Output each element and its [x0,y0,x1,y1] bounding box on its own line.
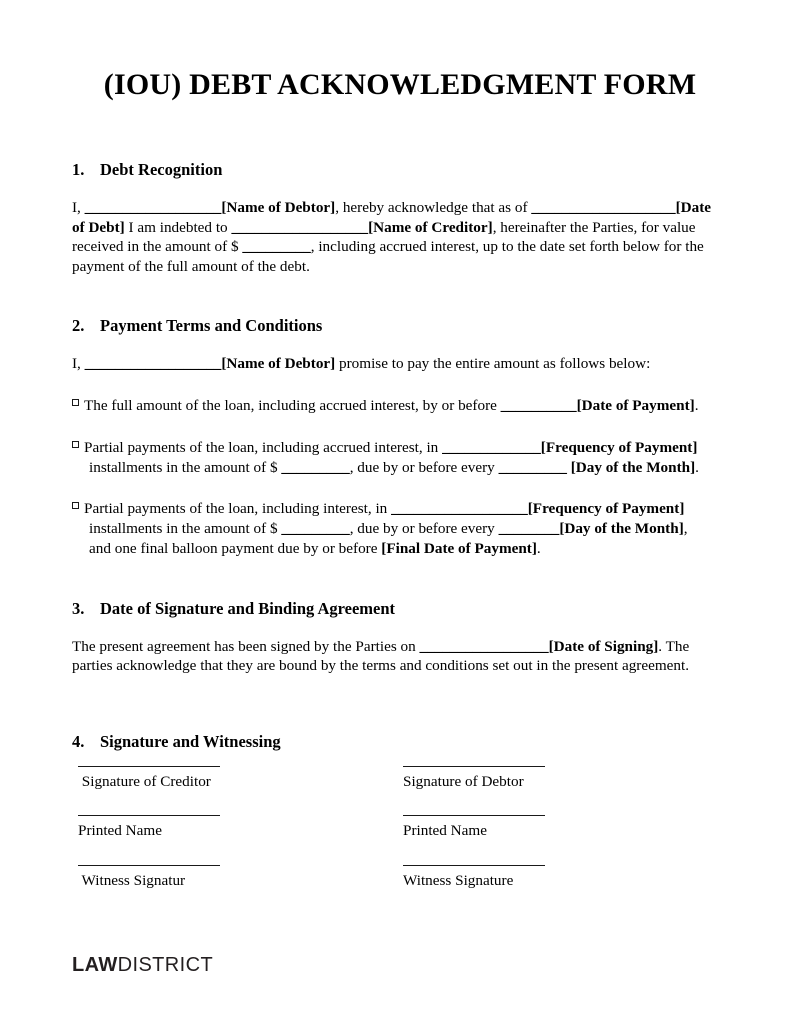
checkbox-unchecked-icon[interactable] [72,399,79,406]
signature-label: Witness Signatur [78,872,186,889]
text-fragment: Partial payments of the loan, including accrued interest, in [84,438,443,456]
text-fragment: , including accrued interest, up to the date set forth below for the payment of the full amount of the debt. [72,238,704,275]
text-fragment: , hereinafter the Parties, for value received in the amount of $ [72,218,696,256]
blank-frequency-of-payment[interactable]: _____________ [442,438,541,456]
text-fragment: Partial payments of the loan, including interest, in [84,500,392,518]
payment-option-1-line-1 [84,396,720,416]
section-heading-2 [72,316,720,336]
placeholder-final-date-of-payment: [Final Date of Payment] [381,539,537,557]
section-2-intro [72,354,720,374]
placeholder-day-of-the-month: [Day of the Month] [566,458,696,476]
witness-signature-field-debtor[interactable] [403,865,545,890]
blank-amount[interactable]: _________ [242,238,311,256]
placeholder-name-of-debtor-2: [Name of Debtor] [221,355,336,373]
signature-line[interactable] [78,766,220,767]
placeholder-day-of-the-month-2: [Day of the Month] [559,520,684,538]
text-fragment: , due by or before every [349,520,499,538]
signature-line[interactable] [78,815,220,816]
payment-option-2[interactable] [72,438,720,478]
payment-option-1[interactable] [72,396,720,416]
text-fragment: The present agreement has been signed by the Parties on [72,637,420,655]
page-title: (IOU) DEBT ACKNOWLEDGMENT FORM [103,68,697,101]
printed-name-field-creditor[interactable] [78,815,220,840]
section-1-paragraph [72,198,720,276]
blank-date-of-signing[interactable]: _________________ [419,637,549,655]
document-body [72,160,720,752]
section-number-2: 2. [72,316,85,336]
signature-label: Printed Name [403,822,487,839]
blank-creditor-name[interactable]: __________________ [231,218,369,236]
checkbox-unchecked-icon[interactable] [72,441,79,448]
blank-debtor-name-2[interactable]: __________________ [84,355,222,373]
text-fragment: , due by or before every [349,458,499,476]
blank-frequency-of-payment-2[interactable]: __________________ [391,500,528,518]
signature-line[interactable] [403,865,545,866]
payment-option-3-line-1 [84,499,720,519]
section-heading-1 [72,160,720,180]
section-label-4: Signature and Witnessing [100,731,281,751]
blank-installment-amount-2[interactable]: _________ [281,520,350,538]
lawdistrict-logo [72,955,213,975]
signature-block [72,752,720,937]
section-heading-3 [72,599,720,619]
payment-option-3-line-2 [84,519,720,539]
signature-label: Signature of Creditor [78,773,211,790]
payment-option-2-line-2 [84,458,720,478]
blank-day-of-month-2[interactable]: ________ [498,520,560,538]
signature-line[interactable] [78,865,220,866]
text-fragment: The full amount of the loan, including accrued interest, by or before [84,396,501,414]
section-number-3: 3. [72,598,85,618]
placeholder-frequency-of-payment-2: [Frequency of Payment] [527,500,685,518]
text-fragment: installments in the amount of $ [89,458,282,476]
blank-day-of-month[interactable]: _________ [498,458,567,476]
text-fragment: , [683,520,688,538]
witness-signature-field-creditor[interactable] [78,865,220,890]
text-fragment: . The parties acknowledge that they are bound by the terms and conditions set out in the present agreement. [72,637,690,675]
section-number-4: 4. [72,731,85,751]
text-fragment: I, [72,199,85,216]
signature-line[interactable] [403,815,545,816]
placeholder-date-of-payment: [Date of Payment] [576,396,695,414]
blank-debtor-name[interactable]: __________________ [84,199,222,216]
section-heading-4 [72,732,720,752]
signature-label: Signature of Debtor [403,773,524,790]
text-fragment: . [536,539,541,557]
text-fragment: and one final balloon payment due by or before [89,539,382,557]
section-label-1: Debt Recognition [100,160,223,179]
checkbox-unchecked-icon[interactable] [72,502,79,509]
signature-line[interactable] [403,766,545,767]
logo-text-district: DISTRICT [117,954,214,976]
text-fragment: I am indebted to [124,218,232,236]
payment-option-3[interactable] [72,499,720,558]
logo-text-law: LAW [72,954,118,976]
blank-date-of-payment[interactable]: __________ [500,396,577,414]
section-number-1: 1. [72,160,85,179]
signature-label: Printed Name [78,822,162,839]
section-label-2: Payment Terms and Conditions [100,316,323,336]
placeholder-date-of-debt: [Date of Debt] [72,199,712,236]
signature-field-creditor[interactable] [78,766,220,791]
signature-label: Witness Signature [403,872,514,889]
text-fragment: I, [72,355,85,373]
text-fragment: , hereby acknowledge that as of [335,199,532,216]
section-3-paragraph [72,637,720,676]
placeholder-frequency-of-payment: [Frequency of Payment] [540,438,698,456]
text-fragment: . [695,458,699,476]
payment-option-2-line-1 [84,438,720,458]
section-label-3: Date of Signature and Binding Agreement [100,598,396,618]
placeholder-date-of-signing: [Date of Signing] [548,637,659,655]
blank-installment-amount[interactable]: _________ [281,458,350,476]
printed-name-field-debtor[interactable] [403,815,545,840]
text-fragment: installments in the amount of $ [89,520,282,538]
blank-date-of-debt[interactable]: ___________________ [531,199,676,216]
text-fragment: promise to pay the entire amount as follows below: [335,355,651,373]
signature-field-debtor[interactable] [403,766,545,791]
placeholder-name-of-debtor: [Name of Debtor] [221,199,336,216]
payment-option-3-line-3 [84,539,720,559]
placeholder-name-of-creditor: [Name of Creditor] [368,218,493,236]
text-fragment: . [694,396,699,414]
